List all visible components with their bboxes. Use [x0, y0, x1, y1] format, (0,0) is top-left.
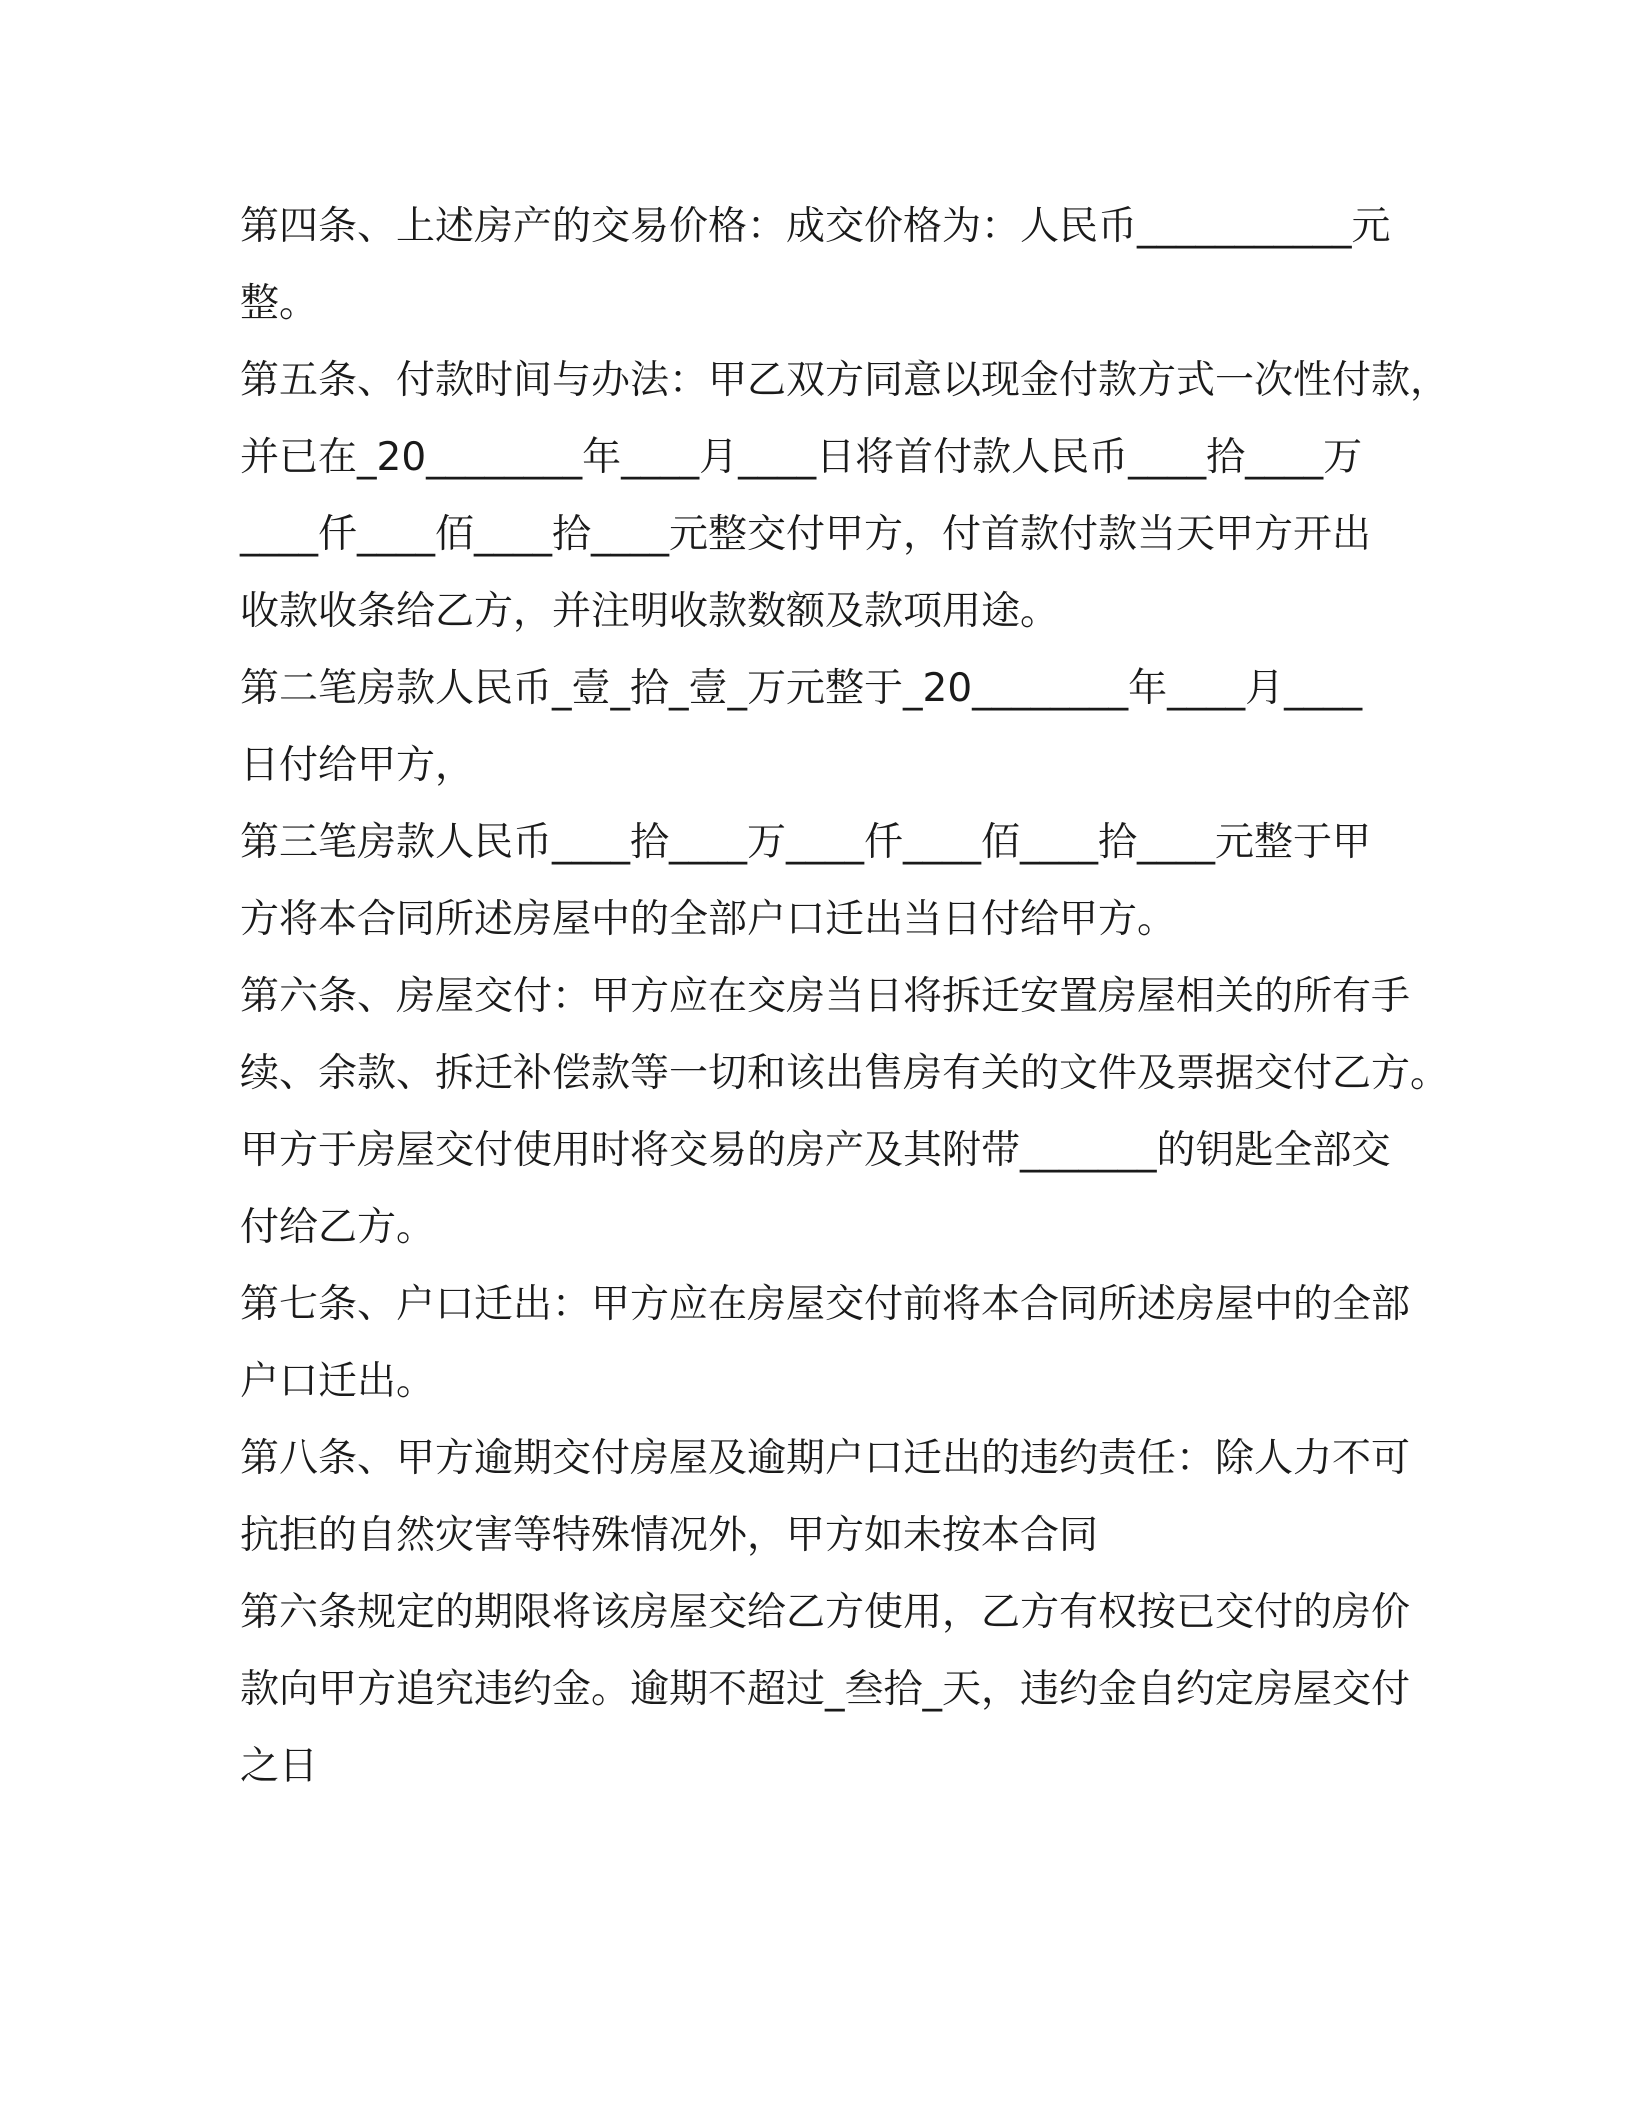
text-line: 收款收条给乙方，并注明收款数额及款项用途。	[240, 589, 1060, 634]
text-line: 第四条、上述房产的交易价格：成交价格为：人民币___________元	[240, 204, 1391, 249]
text-line: 方将本合同所述房屋中的全部户口迁出当日付给甲方。	[240, 897, 1177, 942]
text-line: 整。	[240, 281, 319, 326]
text-line: 第二笔房款人民币_壹_拾_壹_万元整于_20________年____月____	[240, 666, 1363, 711]
text-line: 续、余款、拆迁补偿款等一切和该出售房有关的文件及票据交付乙方。	[240, 1051, 1450, 1096]
text-line: 之日	[240, 1744, 319, 1789]
text-line: 甲方于房屋交付使用时将交易的房产及其附带_______的钥匙全部交	[240, 1128, 1391, 1173]
text-line: 款向甲方追究违约金。逾期不超过_叁拾_天，违约金自约定房屋交付	[240, 1667, 1411, 1712]
text-line: 并已在_20________年____月____日将首付款人民币____拾____万	[240, 435, 1363, 480]
text-line: 第五条、付款时间与办法：甲乙双方同意以现金付款方式一次性付款，	[240, 358, 1450, 403]
text-line: 第六条、房屋交付：甲方应在交房当日将拆迁安置房屋相关的所有手	[240, 974, 1411, 1019]
text-line: 付给乙方。	[240, 1205, 436, 1250]
text-line: 第八条、甲方逾期交付房屋及逾期户口迁出的违约责任：除人力不可	[240, 1436, 1411, 1481]
text-line: ____仟____佰____拾____元整交付甲方，付首款付款当天甲方开出	[240, 512, 1372, 557]
contract-text	[240, 188, 1450, 1805]
text-line: 户口迁出。	[240, 1359, 436, 1404]
text-line: 第六条规定的期限将该房屋交给乙方使用，乙方有权按已交付的房价	[240, 1590, 1411, 1635]
text-line: 第七条、户口迁出：甲方应在房屋交付前将本合同所述房屋中的全部	[240, 1282, 1411, 1327]
text-line: 第三笔房款人民币____拾____万____仟____佰____拾____元整于甲	[240, 820, 1372, 865]
text-line: 日付给甲方，	[240, 743, 475, 788]
text-line: 抗拒的自然灾害等特殊情况外，甲方如未按本合同	[240, 1513, 1099, 1558]
